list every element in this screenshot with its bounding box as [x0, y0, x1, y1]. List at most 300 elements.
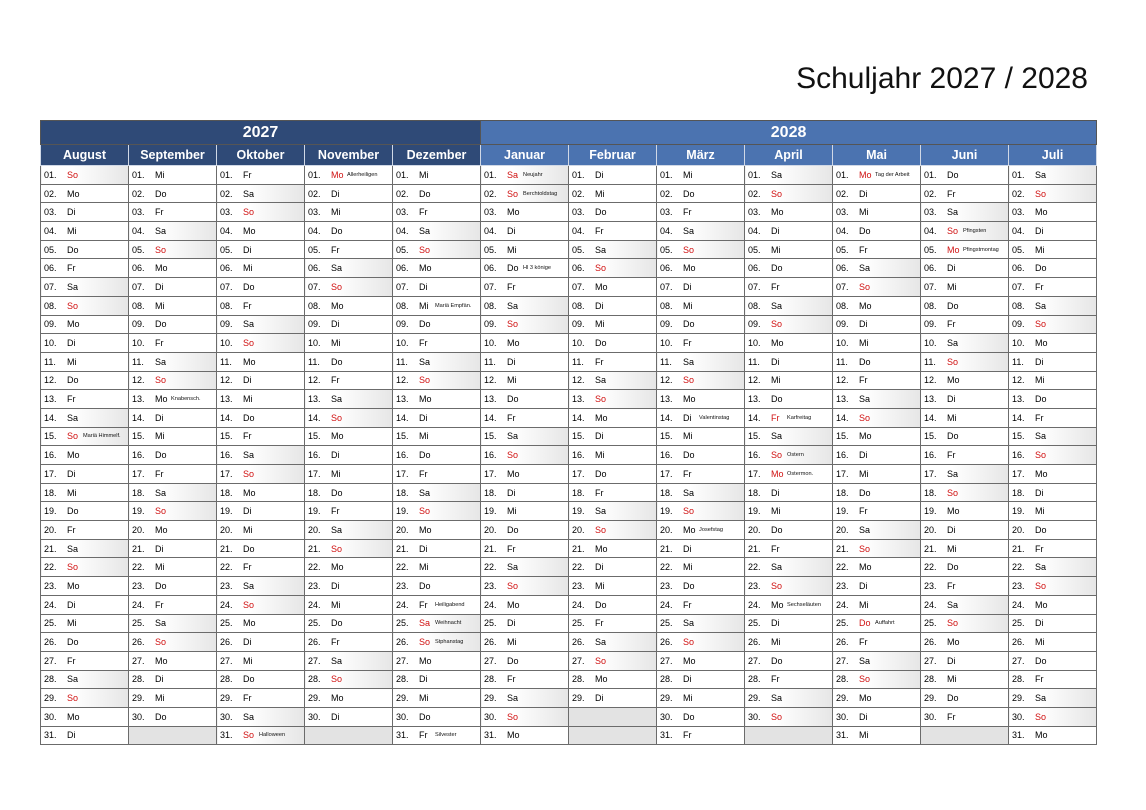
day-number: 22.	[748, 562, 761, 573]
day-number: 14.	[220, 412, 233, 423]
day-cell	[833, 334, 921, 353]
day-cell	[393, 259, 481, 278]
weekday-label: So	[683, 506, 695, 517]
day-number: 31.	[44, 730, 57, 741]
day-number: 09.	[484, 319, 497, 330]
day-number: 16.	[308, 450, 321, 461]
weekday-label: Di	[419, 674, 428, 685]
day-number: 24.	[132, 599, 145, 610]
weekday-label: Do	[947, 169, 959, 180]
day-cell	[921, 166, 1009, 185]
day-number: 26.	[748, 637, 761, 648]
weekday-label: Do	[155, 188, 167, 199]
day-cell	[393, 203, 481, 222]
day-cell	[921, 390, 1009, 409]
weekday-label: Di	[67, 207, 76, 218]
day-cell	[129, 707, 217, 726]
day-cell	[129, 334, 217, 353]
day-number: 27.	[660, 655, 673, 666]
day-cell	[305, 203, 393, 222]
weekday-label: Mi	[947, 412, 957, 423]
day-number: 02.	[484, 188, 497, 199]
day-number: 10.	[396, 338, 409, 349]
day-number: 19.	[396, 506, 409, 517]
day-cell	[41, 371, 129, 390]
day-number: 21.	[484, 543, 497, 554]
day-cell	[833, 465, 921, 484]
day-number: 17.	[220, 468, 233, 479]
day-number: 19.	[748, 506, 761, 517]
weekday-label: Fr	[155, 599, 164, 610]
weekday-label: Sa	[419, 225, 431, 236]
day-number: 21.	[396, 543, 409, 554]
day-cell	[1009, 296, 1097, 315]
day-cell	[481, 446, 569, 465]
day-number: 11.	[132, 356, 144, 367]
day-number: 29.	[220, 693, 233, 704]
day-number: 10.	[748, 338, 761, 349]
day-row	[41, 614, 1097, 633]
year-2027-header: 2027	[41, 121, 481, 145]
day-number: 18.	[924, 487, 937, 498]
day-cell	[393, 446, 481, 465]
weekday-label: Di	[683, 412, 692, 423]
day-cell	[833, 222, 921, 241]
day-number: 28.	[572, 674, 585, 685]
day-number: 17.	[308, 468, 321, 479]
day-cell	[745, 521, 833, 540]
day-cell	[41, 651, 129, 670]
weekday-label: Mi	[771, 506, 781, 517]
day-cell	[129, 259, 217, 278]
day-number: 07.	[1012, 281, 1025, 292]
day-cell	[921, 539, 1009, 558]
day-number: 22.	[1012, 562, 1025, 573]
weekday-label: Mi	[243, 263, 253, 274]
day-cell	[129, 465, 217, 484]
weekday-label: Mo	[331, 300, 344, 311]
day-number: 22.	[308, 562, 321, 573]
day-number: 13.	[1012, 394, 1025, 405]
day-cell	[921, 334, 1009, 353]
year-2028-header: 2028	[481, 121, 1097, 145]
day-cell	[833, 427, 921, 446]
day-cell	[41, 633, 129, 652]
weekday-label: Do	[595, 207, 607, 218]
day-cell	[745, 203, 833, 222]
day-number: 05.	[220, 244, 233, 255]
day-number: 11.	[1012, 356, 1024, 367]
day-cell	[305, 184, 393, 203]
day-cell	[1009, 446, 1097, 465]
weekday-label: Di	[947, 263, 956, 274]
day-number: 29.	[44, 693, 57, 704]
day-row	[41, 633, 1097, 652]
day-cell	[393, 278, 481, 297]
day-cell	[569, 390, 657, 409]
weekday-label: So	[947, 225, 959, 236]
day-number: 03.	[748, 207, 761, 218]
day-number: 27.	[396, 655, 409, 666]
day-number: 17.	[572, 468, 585, 479]
day-number: 30.	[396, 711, 409, 722]
day-cell	[745, 558, 833, 577]
day-number: 27.	[1012, 655, 1025, 666]
weekday-label: Fr	[595, 225, 604, 236]
day-cell	[745, 371, 833, 390]
day-number: 15.	[396, 431, 409, 442]
holiday-note: Hl 3 könige	[523, 265, 552, 272]
day-number: 26.	[220, 637, 233, 648]
weekday-label: So	[419, 506, 431, 517]
weekday-label: So	[1035, 188, 1047, 199]
day-number: 29.	[924, 693, 937, 704]
weekday-label: Mo	[507, 468, 520, 479]
day-cell	[1009, 614, 1097, 633]
day-cell	[41, 334, 129, 353]
day-number: 10.	[484, 338, 497, 349]
weekday-label: So	[331, 674, 343, 685]
day-number: 05.	[836, 244, 849, 255]
weekday-label: Sa	[67, 674, 79, 685]
weekday-label: Sa	[595, 506, 607, 517]
year-calendar	[40, 120, 1097, 745]
day-row	[41, 651, 1097, 670]
day-number: 12.	[132, 375, 145, 386]
weekday-label: Do	[243, 281, 255, 292]
day-cell	[745, 539, 833, 558]
weekday-label: Di	[595, 169, 604, 180]
weekday-label: Mi	[155, 169, 165, 180]
day-cell	[921, 427, 1009, 446]
day-number: 03.	[924, 207, 937, 218]
weekday-label: Mi	[947, 543, 957, 554]
day-number: 19.	[44, 506, 57, 517]
day-cell	[41, 408, 129, 427]
day-number: 20.	[748, 524, 761, 535]
day-number: 23.	[308, 580, 321, 591]
day-number: 13.	[132, 394, 145, 405]
day-cell	[41, 558, 129, 577]
day-cell	[569, 296, 657, 315]
day-number: 15.	[308, 431, 321, 442]
weekday-label: Fr	[947, 711, 956, 722]
weekday-label: Di	[859, 711, 868, 722]
day-number: 25.	[924, 618, 937, 629]
day-cell	[657, 670, 745, 689]
day-number: 21.	[924, 543, 937, 554]
day-cell	[393, 558, 481, 577]
weekday-label: So	[1035, 580, 1047, 591]
day-cell	[833, 707, 921, 726]
month-header-juni: Juni	[921, 145, 1009, 166]
day-number: 12.	[660, 375, 673, 386]
day-cell	[1009, 539, 1097, 558]
weekday-label: So	[1035, 319, 1047, 330]
weekday-label: Fr	[947, 580, 956, 591]
day-cell	[481, 614, 569, 633]
day-number: 31.	[396, 730, 409, 741]
day-number: 01.	[924, 169, 937, 180]
day-cell	[217, 446, 305, 465]
weekday-label: So	[155, 506, 167, 517]
day-number: 23.	[484, 580, 497, 591]
day-cell	[657, 408, 745, 427]
weekday-label: Mi	[1035, 244, 1045, 255]
weekday-label: Fr	[859, 637, 868, 648]
day-number: 13.	[836, 394, 849, 405]
day-number: 26.	[836, 637, 849, 648]
day-cell	[833, 296, 921, 315]
weekday-label: Mo	[419, 524, 432, 535]
day-row	[41, 689, 1097, 708]
day-number: 26.	[396, 637, 409, 648]
weekday-label: So	[507, 580, 519, 591]
weekday-label: Do	[1035, 263, 1047, 274]
day-number: 03.	[132, 207, 145, 218]
day-number: 14.	[308, 412, 321, 423]
day-number: 20.	[396, 524, 409, 535]
day-number: 27.	[572, 655, 585, 666]
day-cell	[41, 315, 129, 334]
day-cell	[305, 390, 393, 409]
day-cell	[217, 670, 305, 689]
day-number: 15.	[484, 431, 497, 442]
weekday-label: So	[683, 244, 695, 255]
weekday-label: Do	[507, 655, 519, 666]
day-number: 17.	[924, 468, 937, 479]
weekday-label: Sa	[243, 188, 255, 199]
day-number: 30.	[308, 711, 321, 722]
holiday-note: Mariä Empfän.	[435, 302, 472, 309]
day-cell	[481, 203, 569, 222]
day-cell	[657, 259, 745, 278]
day-cell	[657, 315, 745, 334]
weekday-label: Mi	[1035, 375, 1045, 386]
day-cell	[833, 259, 921, 278]
day-cell	[745, 633, 833, 652]
day-cell	[921, 595, 1009, 614]
day-cell	[921, 371, 1009, 390]
day-number: 23.	[44, 580, 57, 591]
weekday-label: Sa	[507, 431, 519, 442]
day-cell	[305, 521, 393, 540]
day-cell	[921, 184, 1009, 203]
day-cell	[657, 483, 745, 502]
day-number: 19.	[308, 506, 321, 517]
weekday-label: Do	[771, 263, 783, 274]
weekday-label: Di	[243, 375, 252, 386]
weekday-label: Sa	[507, 300, 519, 311]
day-number: 01.	[748, 169, 761, 180]
day-cell	[481, 502, 569, 521]
weekday-label: Mo	[947, 375, 960, 386]
day-cell	[921, 446, 1009, 465]
day-cell	[393, 614, 481, 633]
day-number: 29.	[396, 693, 409, 704]
weekday-label: Mi	[67, 618, 77, 629]
day-number: 17.	[396, 468, 409, 479]
weekday-label: So	[947, 487, 959, 498]
day-number: 20.	[484, 524, 497, 535]
day-cell	[129, 577, 217, 596]
day-cell	[393, 408, 481, 427]
weekday-label: Mi	[507, 637, 517, 648]
day-cell	[393, 483, 481, 502]
day-cell	[657, 577, 745, 596]
weekday-label: Sa	[595, 637, 607, 648]
day-cell	[657, 558, 745, 577]
day-cell	[393, 371, 481, 390]
weekday-label: Do	[331, 487, 343, 498]
day-number: 30.	[44, 711, 57, 722]
day-cell	[833, 240, 921, 259]
day-number: 28.	[924, 674, 937, 685]
day-number: 07.	[220, 281, 233, 292]
day-number: 22.	[924, 562, 937, 573]
day-number: 26.	[484, 637, 497, 648]
weekday-label: Fr	[1035, 281, 1044, 292]
weekday-label: So	[155, 244, 167, 255]
day-number: 24.	[660, 599, 673, 610]
day-number: 28.	[220, 674, 233, 685]
day-cell	[921, 577, 1009, 596]
day-cell	[569, 278, 657, 297]
weekday-label: Do	[507, 263, 519, 274]
day-number: 04.	[396, 225, 409, 236]
day-number: 25.	[396, 618, 409, 629]
day-number: 28.	[660, 674, 673, 685]
day-row	[41, 502, 1097, 521]
day-number: 16.	[484, 450, 497, 461]
day-cell	[1009, 558, 1097, 577]
day-cell	[745, 502, 833, 521]
day-cell	[657, 222, 745, 241]
day-number: 27.	[484, 655, 497, 666]
day-number: 31.	[220, 730, 233, 741]
weekday-label: Fr	[947, 319, 956, 330]
day-number: 18.	[220, 487, 233, 498]
holiday-note: Allerheiligen	[347, 171, 378, 178]
weekday-label: Fr	[683, 338, 692, 349]
day-number: 26.	[44, 637, 57, 648]
day-number: 30.	[924, 711, 937, 722]
weekday-label: Mi	[67, 225, 77, 236]
day-cell	[921, 707, 1009, 726]
day-cell	[393, 296, 481, 315]
day-number: 11.	[836, 356, 848, 367]
day-number: 29.	[484, 693, 497, 704]
weekday-label: Di	[859, 580, 868, 591]
day-cell	[305, 633, 393, 652]
weekday-label: Do	[507, 394, 519, 405]
weekday-label: Do	[683, 580, 695, 591]
day-cell	[833, 595, 921, 614]
day-cell	[305, 539, 393, 558]
weekday-label: Sa	[1035, 693, 1047, 704]
day-number: 08.	[924, 300, 937, 311]
weekday-label: Sa	[155, 356, 167, 367]
weekday-label: Mo	[243, 487, 256, 498]
day-number: 07.	[396, 281, 409, 292]
day-cell	[217, 390, 305, 409]
day-cell	[833, 521, 921, 540]
day-number: 07.	[748, 281, 761, 292]
weekday-label: Mi	[507, 244, 517, 255]
holiday-note: Heiligabend	[435, 601, 465, 608]
day-cell	[305, 670, 393, 689]
weekday-label: Di	[331, 319, 340, 330]
day-number: 17.	[1012, 468, 1025, 479]
weekday-label: So	[859, 674, 871, 685]
day-cell	[1009, 390, 1097, 409]
weekday-label: Sa	[859, 394, 871, 405]
day-cell	[921, 352, 1009, 371]
day-cell	[833, 352, 921, 371]
day-cell	[657, 203, 745, 222]
day-number: 26.	[132, 637, 145, 648]
day-cell	[833, 278, 921, 297]
day-number: 01.	[1012, 169, 1025, 180]
weekday-label: So	[331, 412, 343, 423]
day-cell	[745, 465, 833, 484]
day-row	[41, 259, 1097, 278]
weekday-label: Mo	[67, 450, 80, 461]
day-number: 13.	[220, 394, 233, 405]
weekday-label: Di	[67, 338, 76, 349]
month-header-april: April	[745, 145, 833, 166]
day-cell	[1009, 203, 1097, 222]
day-number: 10.	[132, 338, 145, 349]
weekday-label: Di	[243, 506, 252, 517]
day-cell	[129, 166, 217, 185]
day-cell	[41, 689, 129, 708]
weekday-label: Do	[67, 375, 79, 386]
weekday-label: So	[595, 524, 607, 535]
day-row	[41, 390, 1097, 409]
weekday-label: Do	[947, 693, 959, 704]
day-cell	[833, 726, 921, 745]
day-number: 21.	[1012, 543, 1025, 554]
day-cell	[305, 558, 393, 577]
day-cell	[921, 651, 1009, 670]
day-cell	[41, 521, 129, 540]
day-cell	[921, 558, 1009, 577]
weekday-label: Di	[683, 674, 692, 685]
weekday-label: Fr	[155, 468, 164, 479]
day-number: 01.	[572, 169, 585, 180]
day-number: 21.	[44, 543, 57, 554]
weekday-label: Di	[595, 693, 604, 704]
weekday-label: Mo	[331, 431, 344, 442]
day-cell	[745, 483, 833, 502]
weekday-label: Di	[859, 188, 868, 199]
day-number: 18.	[748, 487, 761, 498]
day-number: 16.	[924, 450, 937, 461]
weekday-label: So	[67, 562, 79, 573]
weekday-label: Mi	[771, 375, 781, 386]
day-cell	[393, 577, 481, 596]
weekday-label: Sa	[595, 244, 607, 255]
weekday-label: Di	[331, 711, 340, 722]
day-number: 17.	[44, 468, 57, 479]
month-header-mai: Mai	[833, 145, 921, 166]
day-number: 25.	[572, 618, 585, 629]
weekday-label: Mi	[331, 599, 341, 610]
day-number: 14.	[924, 412, 937, 423]
day-cell	[569, 483, 657, 502]
day-number: 11.	[308, 356, 320, 367]
